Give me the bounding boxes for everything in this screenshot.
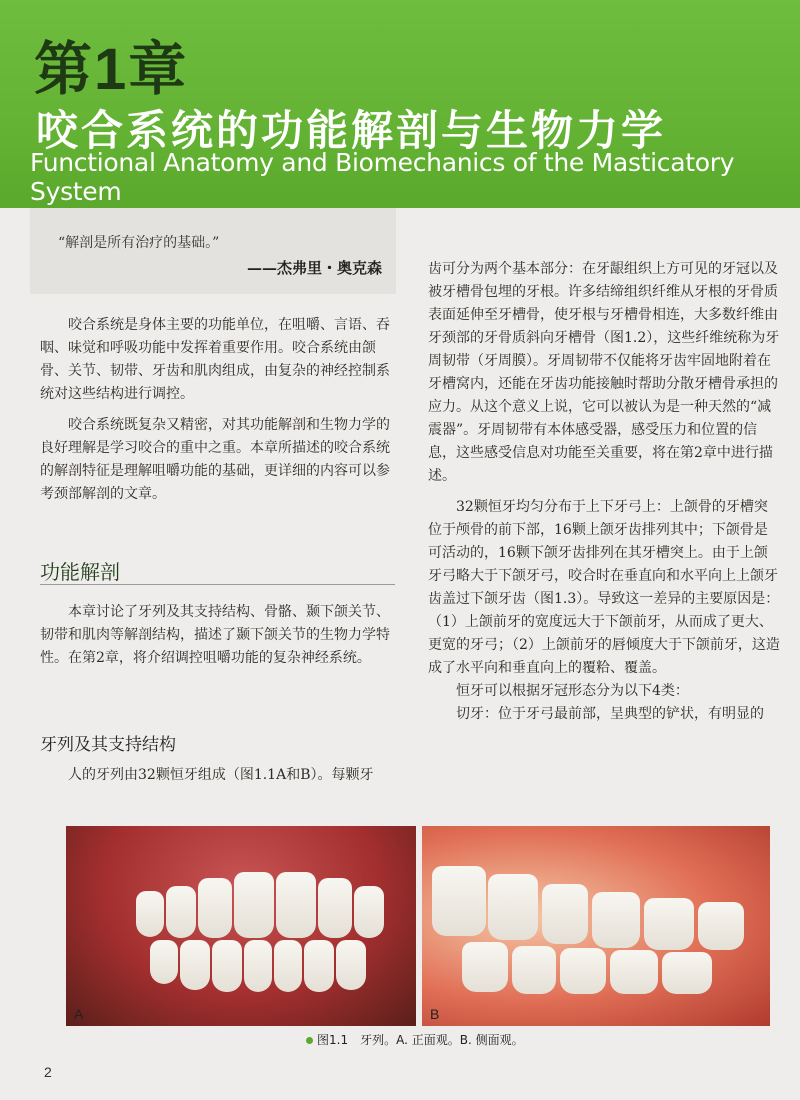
paragraph: 咬合系统既复杂又精密，对其功能解剖和生物力学的良好理解是学习咬合的重中之重。本章所描述的咬合系统的解剖特征是理解咀嚼功能的基础，更详细的内容可以参考颈部解剖的文章。 xyxy=(40,417,390,502)
subsection-heading: 牙列及其支持结构 xyxy=(40,735,176,755)
left-column-section xyxy=(40,601,395,670)
figure-photo-lateral xyxy=(422,826,770,1026)
paragraph: 人的牙列由32颗恒牙组成（图1.1A和B）。每颗牙 xyxy=(68,767,374,783)
figure-caption-text: 图1.1 牙列。A. 正面观。B. 侧面观。 xyxy=(317,1033,524,1047)
figure-label-b: B xyxy=(430,1006,440,1022)
paragraph: 恒牙可以根据牙冠形态分为以下4类： xyxy=(456,683,689,699)
paragraph: 切牙：位于牙弓最前部，呈典型的铲状，有明显的 xyxy=(456,706,764,722)
paragraph: 本章讨论了牙列及其支持结构、骨骼、颞下颌关节、韧带和肌肉等解剖结构，描述了颞下颌关节的生物力学特性。在第2章，将介绍调控咀嚼功能的复杂神经系统。 xyxy=(40,604,390,666)
page-number: 2 xyxy=(44,1064,52,1080)
right-column xyxy=(428,258,780,726)
chapter-title-english: Functional Anatomy and Biomechanics of the Masticatory System xyxy=(30,148,735,206)
caption-bullet-icon xyxy=(306,1037,313,1044)
figure-caption xyxy=(306,1031,524,1048)
left-column-subsection xyxy=(40,764,395,787)
paragraph: 32颗恒牙均匀分布于上下牙弓上：上颌骨的牙槽突位于颅骨的前下部，16颗上颌牙齿排列其中；下颌骨是可活动的，16颗下颌牙齿排列在其牙槽突上。由于上颌牙弓略大于下颌牙弓，咬合时在垂直向和水平向上上颌牙齿盖过下颌牙齿（图1.3）。导致这一差异的主要原因是：（1）上颌前牙的宽度远大于下颌前牙，从而成了更大、更宽的牙弓；（2）上颌前牙的唇倾度大于下颌前牙，这造成了水平向和垂直向上的覆粭、覆盖。 xyxy=(428,499,780,676)
section-divider xyxy=(40,584,395,585)
paragraph: 齿可分为两个基本部分：在牙龈组织上方可见的牙冠以及被牙槽骨包埋的牙根。许多结缔组织纤维从牙根的牙骨质表面延伸至牙槽骨，使牙根与牙槽骨相连，大多数纤维由牙颈部的牙骨质斜向牙槽骨（图1.2），这些纤维统称为牙周韧带（牙周膜）。牙周韧带不仅能将牙齿牢固地附着在牙槽窝内，还能在牙齿功能接触时帮助分散牙槽骨承担的应力。从这个意义上说，它可以被认为是一种天然的“减震器”。牙周韧带有本体感受器，感受压力和位置的信息，这些感受信息对功能至关重要，将在第2章中进行描述。 xyxy=(428,261,780,484)
left-column-intro xyxy=(40,314,395,506)
figure-photo-frontal xyxy=(66,826,416,1026)
quote-author: ——杰弗里・奥克森 xyxy=(247,259,383,277)
figure-label-a: A xyxy=(74,1006,84,1022)
chapter-number: 第1章 xyxy=(34,37,189,102)
chapter-title-chinese: 咬合系统的功能解剖与生物力学 xyxy=(36,106,667,155)
quote-text: “解剖是所有治疗的基础。” xyxy=(58,235,220,251)
section-heading: 功能解剖 xyxy=(40,560,120,584)
paragraph: 咬合系统是身体主要的功能单位，在咀嚼、言语、吞咽、味觉和呼吸功能中发挥着重要作用。咬合系统由颌骨、关节、韧带、牙齿和肌肉组成，由复杂的神经控制系统对这些结构进行调控。 xyxy=(40,317,390,402)
chapter-header xyxy=(0,0,800,208)
